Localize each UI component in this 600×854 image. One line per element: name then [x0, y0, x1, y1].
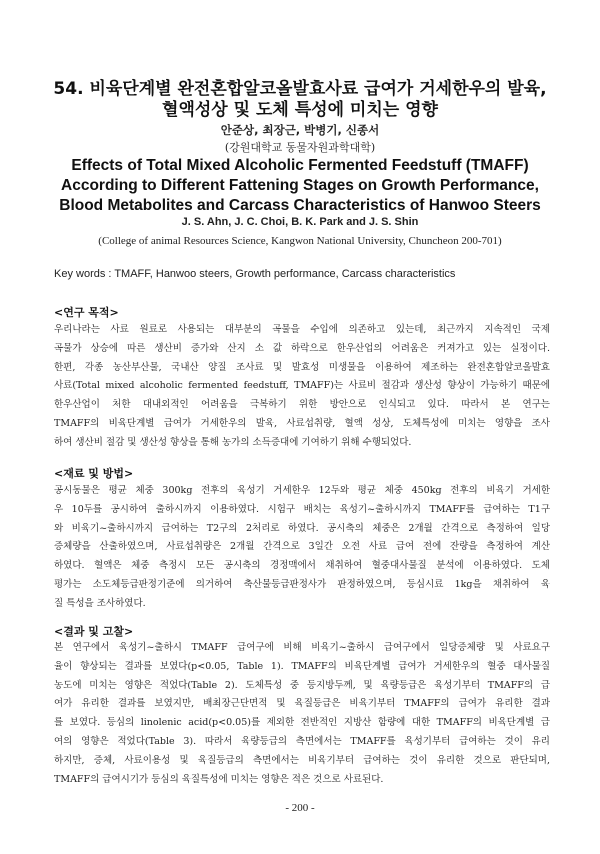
- paragraph-line: 율이 향상되는 결과를 보였다(p<0.05, Table 1). TMAFF의 비육단계별 급여가 거세한우의 혈중 대사물질: [54, 660, 550, 672]
- paragraph-line: 한편, 각종 농산부산물, 국내산 양질 조사료 및 발효성 미생물을 이용하여 제조하는 완전혼합알코올발효: [54, 361, 550, 373]
- title-korean-line-2: 혈액성상 및 도체 특성에 미치는 영향: [162, 100, 438, 120]
- paragraph-line: 공시동물은 평균 체중 300kg 전후의 육성기 거세한우 12두와 평균 체중 450kg 전후의 비육기 거세한: [54, 485, 550, 496]
- paragraph-line: 평가는 소도체등급판정기준에 의거하여 축산물등급판정사가 판정하였으며, 등심시료 1kg을 채취하여 육: [54, 578, 550, 590]
- paragraph-line: 본 연구에서 육성기~출하시 TMAFF 급여구에 비해 비육기~출하시 급여구에서 일당증체량 및 사료요구: [54, 642, 550, 653]
- paragraph-line: TMAFF의 비육단계별 급여가 거세한우의 발육, 사료섭취량, 혈액 성상, 도체특성에 미치는 영향을 조사: [54, 417, 550, 429]
- paragraph-line: 우리나라는 사료 원료로 사용되는 대부분의 곡물을 수입에 의존하고 있는데, 최근까지 지속적인 국제: [54, 324, 550, 335]
- paragraph-line: 증체량을 산출하였으며, 사료섭취량은 2개월 간격으로 3일간 오전 사료 급여 전에 잔량을 측정하여 계산: [54, 541, 550, 553]
- paragraph-line: 하지만, 증체, 사료이용성 및 육질등급의 측면에서는 비육기부터 급여하는 것이 유리한 것으로 판단되며,: [54, 754, 550, 766]
- paragraph-line: 를 보였다. 등심의 linolenic acid(p<0.05)를 제외한 전반적인 지방산 함량에 대한 TMAFF의 비육단계별 급: [54, 717, 550, 729]
- paragraph-line: TMAFF의 급여시기가 등심의 육질특성에 미치는 영향은 적은 것으로 사료된다.: [54, 773, 384, 785]
- section-body-methods: [54, 482, 550, 614]
- keywords: Key words : TMAFF, Hanwoo steers, Growth performance, Carcass characteristics: [54, 268, 456, 280]
- section-heading-results: <결과 및 고찰>: [54, 625, 134, 638]
- paragraph-line: 사료(Total mixed alcoholic fermented feedstuff, TMAFF)는 사료비 절감과 생산성 향상이 가능하기 때문에: [54, 380, 550, 392]
- paragraph-line: 농도에 미치는 영향은 적었다(Table 2). 도체특성 중 등지방두께, 및 육량등급은 육성기부터 TMAFF의 급: [54, 679, 550, 691]
- paragraph-line: 우 10두를 공시하여 출하시까지 이용하였다. 시험구 배치는 육성기~출하시까지 TMAFF를 급여하는 T1구: [54, 503, 550, 515]
- authors-english: J. S. Ahn, J. C. Choi, B. K. Park and J. S. Shin: [181, 216, 419, 228]
- paragraph-line: 곡물가 상승에 따른 생산비 증가와 산지 소 값 하락으로 한우산업의 어려움은 커져가고 있는 실정이다.: [54, 342, 550, 354]
- paragraph-line: 여의 영향은 적었다(Table 3). 따라서 육량등급의 측면에서는 TMAFF를 육성기부터 급여하는 것이 유리: [54, 735, 550, 747]
- authors-korean: 안준상, 최장근, 박병기, 신종서: [220, 123, 380, 137]
- title-english-line-2: According to Different Fattening Stages on Growth Performance,: [61, 177, 539, 194]
- affiliation-english: (College of animal Resources Science, Kangwon National University, Chuncheon 200-701): [98, 235, 502, 247]
- affiliation-korean: (강원대학교 동물자원과학대학): [224, 141, 376, 154]
- paragraph-line: 여가 유리한 결과를 보였지만, 배최장근단면적 및 육질등급은 비육기부터 TMAFF의 급여가 유리한 결과: [54, 698, 550, 710]
- section-heading-methods: <재료 및 방법>: [54, 467, 134, 480]
- title-english-line-1: Effects of Total Mixed Alcoholic Fermented Feedstuff (TMAFF): [71, 157, 529, 174]
- paragraph-line: 하여 생산비 절감 및 생산성 향상을 통해 농가의 소득증대에 기여하기 위해 수행되었다.: [54, 436, 412, 448]
- paragraph-line: 와 비육기~출하시까지 급여하는 T2구의 2처리로 하였다. 공시축의 체중은 2개월 간격으로 측정하여 일당: [54, 522, 550, 534]
- section-body-results: [54, 639, 550, 789]
- title-english-line-3: Blood Metabolites and Carcass Characteristics of Hanwoo Steers: [59, 197, 541, 214]
- section-heading-purpose: <연구 목적>: [54, 306, 119, 319]
- page-number: - 200 -: [285, 802, 315, 814]
- paragraph-line: 하였다. 혈액은 체중 측정시 모든 공시축의 경정맥에서 채취하여 혈중대사물질 분석에 이용하였다. 도체: [54, 560, 550, 572]
- section-body-purpose: [54, 321, 550, 453]
- title-korean-line-1: 54. 비육단계별 완전혼합알코올발효사료 급여가 거세한우의 발육,: [53, 79, 547, 99]
- paragraph-line: 한우산업이 처한 대내외적인 어려움을 극복하기 위한 방안으로 인식되고 있다. 따라서 본 연구는: [54, 399, 550, 411]
- paragraph-line: 질 특성을 조사하였다.: [54, 597, 146, 609]
